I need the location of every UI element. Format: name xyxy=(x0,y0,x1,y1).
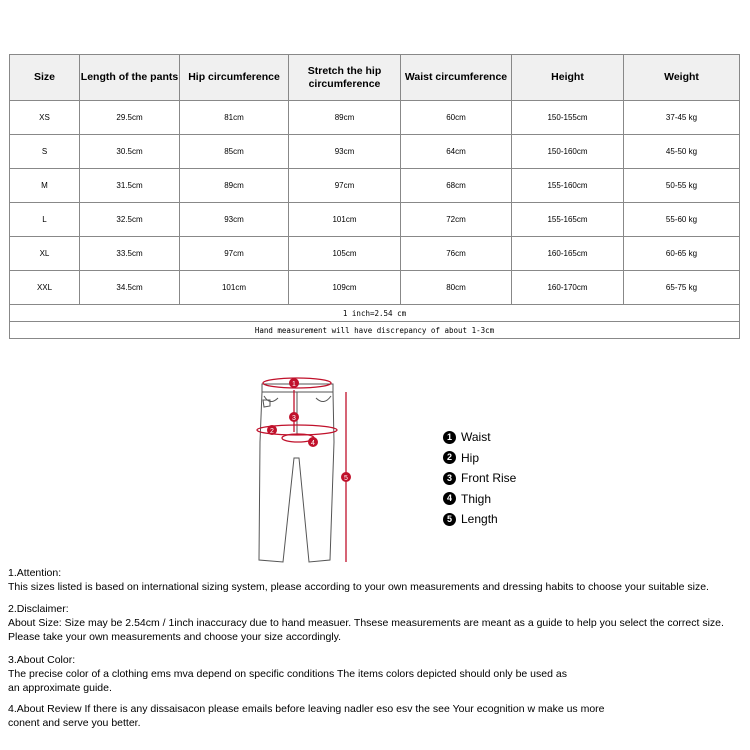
table-row xyxy=(10,101,740,135)
size-chart-table xyxy=(9,54,740,339)
note-text: This sizes listed is based on international sizing system, please according to your own measurements and dressing habits to choose your suitable size. xyxy=(8,581,709,593)
table-cell: S xyxy=(10,135,80,169)
note-heading: 1.Attention: xyxy=(8,567,62,579)
number-4-icon: 4 xyxy=(443,492,456,505)
table-cell: 45-50 kg xyxy=(624,135,740,169)
table-cell: 150-155cm xyxy=(512,101,624,135)
table-cell: 97cm xyxy=(180,237,289,271)
table-header-row xyxy=(10,55,740,101)
header-length: Length of the pants xyxy=(80,55,180,101)
table-cell: 93cm xyxy=(289,135,401,169)
svg-text:4: 4 xyxy=(311,440,315,447)
note-text: an approximate guide. xyxy=(8,682,112,694)
attention-note xyxy=(8,566,709,594)
svg-text:1: 1 xyxy=(292,381,296,388)
table-row xyxy=(10,271,740,305)
marker-hip xyxy=(267,425,277,435)
table-cell: 65-75 kg xyxy=(624,271,740,305)
number-2-icon: 2 xyxy=(443,451,456,464)
pants-measurement-diagram xyxy=(250,372,360,568)
table-cell: 160-170cm xyxy=(512,271,624,305)
table-cell: XL xyxy=(10,237,80,271)
table-cell: 89cm xyxy=(180,169,289,203)
table-cell: XS xyxy=(10,101,80,135)
legend-label: Length xyxy=(461,512,498,527)
legend-label: Waist xyxy=(461,430,491,445)
color-note xyxy=(8,653,567,695)
table-cell: 64cm xyxy=(401,135,512,169)
header-height: Height xyxy=(512,55,624,101)
marker-thigh xyxy=(308,437,318,447)
table-cell: 80cm xyxy=(401,271,512,305)
table-cell: L xyxy=(10,203,80,237)
table-cell: 60-65 kg xyxy=(624,237,740,271)
note-heading: 2.Disclaimer: xyxy=(8,603,69,615)
table-cell: 101cm xyxy=(180,271,289,305)
table-cell: 60cm xyxy=(401,101,512,135)
legend-label: Front Rise xyxy=(461,471,517,486)
table-cell: 31.5cm xyxy=(80,169,180,203)
table-row xyxy=(10,135,740,169)
table-cell: 72cm xyxy=(401,203,512,237)
legend-item-length xyxy=(443,509,516,530)
table-cell: 30.5cm xyxy=(80,135,180,169)
note-text: 4.About Review If there is any dissaisacon please emails before leaving nadler eso esv the see Your ecognition w make us more xyxy=(8,703,605,715)
marker-length xyxy=(341,472,351,482)
table-cell: 37-45 kg xyxy=(624,101,740,135)
marker-waist xyxy=(289,378,299,388)
svg-text:5: 5 xyxy=(344,475,348,482)
number-5-icon: 5 xyxy=(443,513,456,526)
legend-label: Thigh xyxy=(461,491,492,506)
legend-item-waist xyxy=(443,427,516,448)
table-cell: 93cm xyxy=(180,203,289,237)
svg-text:3: 3 xyxy=(292,415,296,422)
note-text: The precise color of a clothing ems mva depend on specific conditions The items colors depicted should only be used as xyxy=(8,668,567,680)
table-cell: 160-165cm xyxy=(512,237,624,271)
table-cell: 105cm xyxy=(289,237,401,271)
note-text: About Size: Size may be 2.54cm / 1inch inaccuracy due to hand measuer. Thsese measurements are meant as a guide to help you select the correct size. xyxy=(8,617,724,629)
table-cell: 29.5cm xyxy=(80,101,180,135)
table-cell: 85cm xyxy=(180,135,289,169)
table-cell: 81cm xyxy=(180,101,289,135)
pants-outline xyxy=(259,384,334,562)
table-row xyxy=(10,169,740,203)
legend-item-front-rise xyxy=(443,468,516,489)
review-note xyxy=(8,702,605,730)
table-cell: 34.5cm xyxy=(80,271,180,305)
number-3-icon: 3 xyxy=(443,472,456,485)
table-cell: 50-55 kg xyxy=(624,169,740,203)
header-waist: Waist circumference xyxy=(401,55,512,101)
table-cell: 150-160cm xyxy=(512,135,624,169)
header-stretch-hip: Stretch the hip circumference xyxy=(289,55,401,101)
table-cell: M xyxy=(10,169,80,203)
marker-front-rise xyxy=(289,412,299,422)
table-cell: XXL xyxy=(10,271,80,305)
header-hip: Hip circumference xyxy=(180,55,289,101)
legend-item-hip xyxy=(443,448,516,469)
header-weight: Weight xyxy=(624,55,740,101)
table-cell: 76cm xyxy=(401,237,512,271)
table-cell: 33.5cm xyxy=(80,237,180,271)
legend-label: Hip xyxy=(461,450,480,465)
table-cell: 97cm xyxy=(289,169,401,203)
note-text: conent and serve you better. xyxy=(8,717,141,729)
number-1-icon: 1 xyxy=(443,431,456,444)
table-cell: 55-60 kg xyxy=(624,203,740,237)
table-cell: 101cm xyxy=(289,203,401,237)
header-size: Size xyxy=(10,55,80,101)
table-cell: 109cm xyxy=(289,271,401,305)
table-cell: 155-160cm xyxy=(512,169,624,203)
table-cell: 32.5cm xyxy=(80,203,180,237)
measurement-discrepancy-note: Hand measurement will have discrepancy of about 1-3cm xyxy=(10,322,740,339)
measurement-legend xyxy=(443,427,516,530)
svg-text:2: 2 xyxy=(270,428,274,435)
footnote-row xyxy=(10,305,740,322)
legend-item-thigh xyxy=(443,489,516,510)
table-cell: 155-165cm xyxy=(512,203,624,237)
table-row xyxy=(10,237,740,271)
note-heading: 3.About Color: xyxy=(8,654,76,666)
note-text: Please take your own measurements and choose your size accordingly. xyxy=(8,631,342,643)
table-cell: 89cm xyxy=(289,101,401,135)
footnote-row xyxy=(10,322,740,339)
inch-conversion-note: 1 inch=2.54 cm xyxy=(10,305,740,322)
disclaimer-note xyxy=(8,602,724,644)
table-cell: 68cm xyxy=(401,169,512,203)
table-row xyxy=(10,203,740,237)
